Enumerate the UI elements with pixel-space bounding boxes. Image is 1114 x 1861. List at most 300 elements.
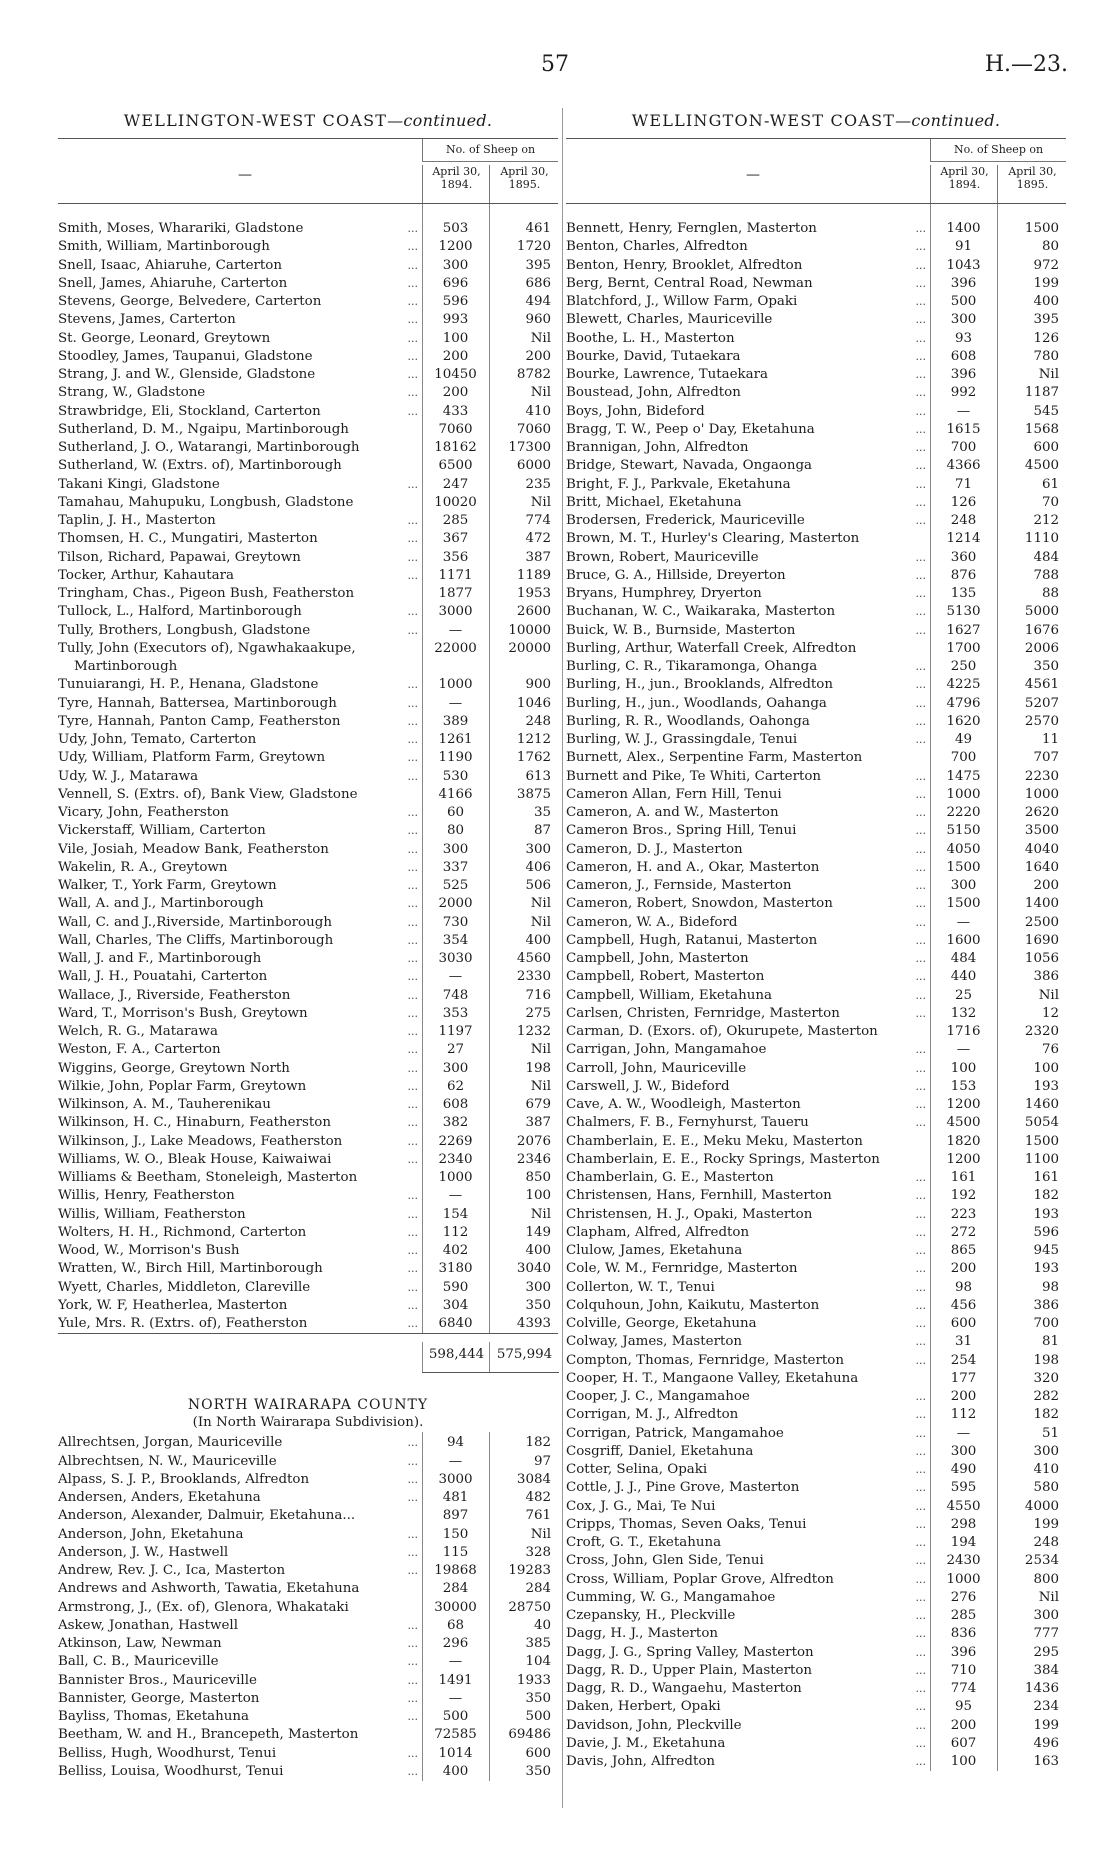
table-row <box>58 658 558 676</box>
row-sheep-1894: 300 <box>442 1060 469 1076</box>
row-name: Buick, W. B., Burnside, Masterton <box>566 622 796 638</box>
table-row <box>58 1187 558 1205</box>
row-sheep-1894: 5150 <box>946 823 981 839</box>
row-sheep-1895: 406 <box>525 859 551 875</box>
table-row <box>566 603 1066 621</box>
row-sheep-1895: 200 <box>525 348 551 364</box>
row-leader-dots: ... <box>915 696 926 710</box>
row-name: Chamberlain, E. E., Meku Meku, Masterton <box>566 1133 863 1149</box>
row-sheep-1894: 2340 <box>438 1151 473 1167</box>
row-sheep-1894: 91 <box>954 239 973 255</box>
table-row <box>58 238 558 256</box>
row-name: Atkinson, Law, Newman <box>58 1636 222 1651</box>
table-row <box>58 1315 558 1333</box>
row-sheep-1894: 4366 <box>946 458 981 474</box>
left-table-body-2 <box>58 1432 558 1781</box>
row-name: Sutherland, W. (Extrs. of), Martinborough <box>58 458 342 474</box>
table-row <box>566 530 1066 548</box>
table-row <box>58 950 558 968</box>
row-leader-dots: ... <box>407 1298 418 1312</box>
row-sheep-1894: 530 <box>442 768 469 784</box>
table-row <box>58 1023 558 1041</box>
row-name: Snell, James, Ahiaruhe, Carterton <box>58 275 288 291</box>
row-leader-dots: ... <box>915 1590 926 1604</box>
row-leader-dots: ... <box>915 605 926 619</box>
table-row <box>566 494 1066 512</box>
row-sheep-1894: 4500 <box>946 1115 981 1131</box>
row-name: Wilkie, John, Poplar Farm, Greytown <box>58 1078 307 1094</box>
row-sheep-1894: 1000 <box>946 786 981 802</box>
row-sheep-1894: 71 <box>954 476 973 492</box>
left-totals <box>58 1333 558 1386</box>
row-sheep-1895: Nil <box>530 1078 551 1094</box>
row-leader-dots: ... <box>407 769 418 783</box>
row-sheep-1895: 3084 <box>516 1471 551 1487</box>
row-name: Carroll, John, Mauriceville <box>566 1060 747 1076</box>
row-sheep-1895: 386 <box>1033 969 1059 985</box>
row-name: Cave, A. W., Woodleigh, Masterton <box>566 1097 801 1112</box>
row-sheep-1895: 600 <box>1033 440 1059 455</box>
row-name: Bannister, George, Masterton <box>58 1690 260 1706</box>
row-leader-dots: ... <box>915 1736 926 1750</box>
table-row <box>566 1078 1066 1096</box>
row-sheep-1895: Nil <box>1038 1589 1059 1605</box>
row-sheep-1895: 461 <box>525 221 551 236</box>
row-sheep-1895: 17300 <box>508 440 551 455</box>
row-name: Benton, Charles, Alfredton <box>566 239 748 255</box>
row-sheep-1894: 433 <box>442 403 469 419</box>
row-leader-dots: ... <box>407 1746 418 1760</box>
table-row <box>58 731 558 749</box>
row-sheep-1894: 6840 <box>438 1316 473 1331</box>
row-sheep-1894: 126 <box>950 494 977 510</box>
row-leader-dots: ... <box>407 1545 418 1559</box>
row-leader-dots: ... <box>915 258 926 272</box>
table-row <box>566 822 1066 840</box>
row-sheep-1894: 1000 <box>946 1571 981 1587</box>
row-sheep-1895: 295 <box>1033 1644 1059 1660</box>
row-sheep-1894: 356 <box>442 549 469 565</box>
row-sheep-1894: 1475 <box>946 768 981 784</box>
row-name: Carlsen, Christen, Fernridge, Masterton <box>566 1005 840 1021</box>
table-row <box>58 713 558 731</box>
row-sheep-1894: 1214 <box>946 531 981 547</box>
row-sheep-1894: 696 <box>442 275 469 291</box>
row-leader-dots: ... <box>915 1061 926 1075</box>
section-title: NORTH WAIRARAPA COUNTY <box>187 1397 429 1414</box>
row-sheep-1895: 161 <box>1033 1170 1059 1185</box>
row-name: Wood, W., Morrison's Bush <box>58 1243 240 1258</box>
row-sheep-1895: 686 <box>525 275 551 291</box>
row-sheep-1895: 350 <box>525 1297 551 1313</box>
table-row <box>566 1224 1066 1242</box>
table-row <box>58 1206 558 1224</box>
table-row <box>566 348 1066 366</box>
row-sheep-1894: 1615 <box>946 421 981 437</box>
row-sheep-1894: 27 <box>446 1042 465 1058</box>
column-divider <box>562 108 563 1808</box>
row-sheep-1895: 1460 <box>1024 1097 1059 1112</box>
row-name: Ward, T., Morrison's Bush, Greytown <box>58 1005 308 1021</box>
row-name: Udy, John, Temato, Carterton <box>58 732 257 747</box>
table-row <box>566 1461 1066 1479</box>
row-leader-dots: ... <box>915 1280 926 1294</box>
row-sheep-1894: — <box>956 1425 971 1441</box>
row-sheep-1895: 972 <box>1033 257 1059 273</box>
row-sheep-1894: 607 <box>950 1735 977 1751</box>
row-sheep-1894: 993 <box>442 312 469 328</box>
table-row <box>566 1060 1066 1078</box>
table-row <box>58 1635 558 1653</box>
table-row <box>58 1690 558 1708</box>
row-name: Burnett, Alex., Serpentine Farm, Masterton <box>566 750 863 766</box>
row-name: Vennell, S. (Extrs. of), Bank View, Gladstone <box>58 786 358 802</box>
row-leader-dots: ... <box>915 1609 926 1622</box>
row-leader-dots: ... <box>915 806 926 819</box>
row-sheep-1895: 182 <box>525 1435 551 1451</box>
table-row <box>566 384 1066 402</box>
row-leader-dots: ... <box>407 824 418 838</box>
table-row <box>58 676 558 694</box>
row-sheep-1895: 400 <box>525 932 551 948</box>
row-sheep-1895: 149 <box>525 1224 551 1240</box>
row-name: Wall, C. and J.,Riverside, Martinborough <box>58 914 332 930</box>
table-row <box>566 1114 1066 1132</box>
row-sheep-1894: 1500 <box>946 896 981 912</box>
row-sheep-1894: 608 <box>950 348 977 364</box>
row-leader-dots: ... <box>407 1637 418 1650</box>
row-sheep-1895: 6000 <box>516 458 551 474</box>
row-sheep-1895: 2320 <box>1024 1024 1059 1039</box>
row-name: Smith, William, Martinborough <box>58 239 270 255</box>
row-sheep-1895: 3040 <box>516 1261 551 1277</box>
row-sheep-1894: 367 <box>442 531 469 547</box>
table-row <box>566 1005 1066 1023</box>
table-row <box>58 1617 558 1635</box>
row-sheep-1895: 1046 <box>516 695 551 711</box>
row-sheep-1894: 360 <box>950 549 977 565</box>
row-name: Wilkinson, H. C., Hinaburn, Featherston <box>58 1115 331 1131</box>
row-leader-dots: ... <box>915 769 926 783</box>
row-sheep-1894: 1200 <box>438 239 473 255</box>
section-subtitle: (In North Wairarapa Subdivision). <box>192 1415 424 1431</box>
row-leader-dots: ... <box>915 1006 926 1020</box>
row-sheep-1894: — <box>956 403 971 419</box>
table-row <box>58 1672 558 1690</box>
row-name: Cameron, H. and A., Okar, Masterton <box>566 859 820 875</box>
table-row <box>566 877 1066 895</box>
row-leader-dots: ... <box>915 368 926 381</box>
total-1894: 598,444 <box>422 1342 490 1372</box>
row-sheep-1894: — <box>448 622 463 638</box>
row-sheep-1895: 19283 <box>508 1563 551 1578</box>
header-no-of-sheep: No. of Sheep on <box>930 139 1066 162</box>
row-leader-dots: ... <box>915 1116 926 1130</box>
table-row <box>566 1589 1066 1607</box>
row-sheep-1895: 1232 <box>516 1024 551 1039</box>
row-sheep-1894: 94 <box>446 1435 465 1451</box>
row-sheep-1895: 199 <box>1033 1516 1059 1532</box>
row-sheep-1894: 440 <box>950 969 977 985</box>
row-sheep-1895: 2230 <box>1024 768 1059 784</box>
row-sheep-1895: 1000 <box>1024 786 1059 802</box>
row-sheep-1894: 2220 <box>946 805 981 820</box>
row-sheep-1895: 788 <box>1033 567 1059 583</box>
row-sheep-1894: 1600 <box>946 932 981 948</box>
row-sheep-1894: 276 <box>950 1589 977 1605</box>
right-column-title <box>566 110 1066 132</box>
row-name: Bennett, Henry, Fernglen, Masterton <box>566 221 817 236</box>
row-name: Boothe, L. H., Masterton <box>566 330 735 346</box>
page-number: 57 <box>541 52 569 77</box>
row-leader-dots: ... <box>915 349 926 363</box>
table-row <box>58 549 558 567</box>
row-name: Bridge, Stewart, Navada, Ongaonga <box>566 458 813 474</box>
row-leader-dots: ... <box>407 1262 418 1276</box>
row-sheep-1894: 608 <box>442 1097 469 1112</box>
row-sheep-1895: 400 <box>525 1243 551 1258</box>
row-sheep-1894: — <box>448 1453 463 1469</box>
row-leader-dots: ... <box>915 1408 926 1422</box>
row-sheep-1894: 192 <box>950 1188 977 1204</box>
row-sheep-1895: 716 <box>525 987 551 1003</box>
row-leader-dots: ... <box>407 349 418 363</box>
row-leader-dots: ... <box>915 222 926 235</box>
row-sheep-1894: 389 <box>442 713 469 729</box>
row-sheep-1894: 30000 <box>434 1599 477 1615</box>
row-sheep-1895: 284 <box>525 1581 551 1597</box>
row-leader-dots: ... <box>915 733 926 746</box>
row-leader-dots: ... <box>407 952 418 965</box>
table-row <box>566 1516 1066 1534</box>
row-sheep-1894: — <box>448 695 463 711</box>
row-sheep-1894: 2269 <box>438 1133 473 1149</box>
row-sheep-1894: 4050 <box>946 841 981 857</box>
row-name: Taplin, J. H., Masterton <box>58 513 216 528</box>
table-row <box>58 1708 558 1726</box>
row-name: Bright, F. J., Parkvale, Eketahuna <box>566 476 791 492</box>
table-row <box>566 1206 1066 1224</box>
row-sheep-1895: 1189 <box>516 567 551 583</box>
table-row <box>58 1763 558 1781</box>
row-leader-dots: ... <box>407 240 418 254</box>
row-leader-dots: ... <box>915 514 926 527</box>
row-name: Cameron Allan, Fern Hill, Tenui <box>566 786 782 802</box>
table-row <box>566 311 1066 329</box>
row-sheep-1895: 482 <box>525 1490 551 1505</box>
row-leader-dots: ... <box>407 1491 418 1504</box>
row-name: Campbell, William, Eketahuna <box>566 987 772 1003</box>
row-sheep-1895: 500 <box>525 1709 551 1724</box>
row-sheep-1895: 600 <box>525 1745 551 1761</box>
table-row <box>566 768 1066 786</box>
row-sheep-1894: 456 <box>950 1297 977 1313</box>
row-sheep-1895: 100 <box>525 1188 551 1204</box>
row-name: Wolters, H. H., Richmond, Carterton <box>58 1224 307 1240</box>
row-name: Davidson, John, Pleckville <box>566 1717 742 1733</box>
table-row <box>566 1625 1066 1643</box>
row-sheep-1895: 1953 <box>516 586 551 601</box>
table-row <box>58 987 558 1005</box>
row-sheep-1895: 5000 <box>1024 604 1059 620</box>
row-sheep-1894: 72585 <box>434 1727 477 1743</box>
row-sheep-1894: 68 <box>446 1617 465 1633</box>
table-row <box>58 1078 558 1096</box>
right-table-header <box>566 138 1066 204</box>
row-leader-dots: ... <box>407 678 418 692</box>
row-leader-dots: ... <box>915 331 926 345</box>
row-sheep-1894: 300 <box>442 257 469 273</box>
right-title-suffix: —continued. <box>895 111 1001 130</box>
table-row <box>566 403 1066 421</box>
row-sheep-1895: 80 <box>1041 239 1059 255</box>
row-name: Tyre, Hannah, Battersea, Martinborough <box>58 695 337 711</box>
row-leader-dots: ... <box>915 1481 926 1495</box>
row-name: Clulow, James, Eketahuna <box>566 1243 743 1258</box>
row-sheep-1895: 777 <box>1033 1626 1059 1642</box>
table-row <box>566 914 1066 932</box>
row-leader-dots: ... <box>407 1280 418 1294</box>
table-row <box>566 439 1066 457</box>
table-row <box>566 749 1066 767</box>
row-sheep-1894: 400 <box>442 1763 469 1779</box>
row-leader-dots: ... <box>915 1627 926 1641</box>
row-sheep-1894: 200 <box>950 1261 977 1277</box>
row-name: Sutherland, D. M., Ngaipu, Martinborough <box>58 421 349 437</box>
row-name: Askew, Jonathan, Hastwell <box>58 1617 238 1633</box>
row-name: Cameron, A. and W., Masterton <box>566 805 779 820</box>
row-sheep-1895: 12 <box>1041 1005 1059 1021</box>
row-name: Ball, C. B., Mauriceville <box>58 1654 219 1670</box>
row-sheep-1895: 410 <box>525 403 551 419</box>
row-leader-dots: ... <box>407 1134 418 1148</box>
table-row <box>58 1434 558 1452</box>
row-sheep-1894: 1014 <box>438 1745 473 1761</box>
row-sheep-1895: 3875 <box>516 786 551 802</box>
row-sheep-1895: 300 <box>525 841 551 857</box>
table-row <box>58 1133 558 1151</box>
row-leader-dots: ... <box>407 313 418 327</box>
row-sheep-1894: 1200 <box>946 1151 981 1167</box>
row-sheep-1894: 95 <box>954 1699 973 1715</box>
row-sheep-1895: 2500 <box>1024 914 1059 930</box>
table-row <box>566 859 1066 877</box>
row-sheep-1894: 247 <box>442 476 469 492</box>
row-name: Wall, Charles, The Cliffs, Martinborough <box>58 932 334 948</box>
row-sheep-1894: 62 <box>446 1078 465 1094</box>
row-name: Bruce, G. A., Hillside, Dreyerton <box>566 567 786 583</box>
row-sheep-1895: 1212 <box>516 732 551 747</box>
row-sheep-1895: 350 <box>525 1763 551 1779</box>
row-name: Weston, F. A., Carterton <box>58 1042 221 1058</box>
row-name: Strang, W., Gladstone <box>58 385 206 401</box>
row-leader-dots: ... <box>407 1152 418 1166</box>
row-sheep-1895: 545 <box>1033 403 1059 419</box>
row-name: Andersen, Anders, Eketahuna <box>58 1490 261 1505</box>
row-sheep-1895: 10000 <box>508 622 551 638</box>
row-leader-dots: ... <box>407 1454 418 1468</box>
row-sheep-1894: 992 <box>950 385 977 401</box>
row-name: Burling, C. R., Tikaramonga, Ohanga <box>566 659 818 674</box>
row-name: Anderson, John, Eketahuna <box>58 1526 244 1542</box>
row-sheep-1894: 60 <box>446 805 465 820</box>
table-row <box>566 1753 1066 1771</box>
row-sheep-1894: 1000 <box>438 677 473 693</box>
row-sheep-1894: 10450 <box>434 367 477 382</box>
row-sheep-1894: 223 <box>950 1206 977 1222</box>
row-name: Cameron, J., Fernside, Masterton <box>566 878 792 893</box>
row-sheep-1895: Nil <box>530 1206 551 1222</box>
table-row <box>566 1352 1066 1370</box>
row-name: Tringham, Chas., Pigeon Bush, Featherston <box>58 586 355 601</box>
row-name: Strawbridge, Eli, Stockland, Carterton <box>58 403 321 419</box>
row-name: Tunuiarangi, H. P., Henana, Gladstone <box>58 677 319 693</box>
row-sheep-1894: 596 <box>442 294 469 309</box>
row-sheep-1894: 865 <box>950 1243 977 1258</box>
row-sheep-1895: 1100 <box>1024 1151 1059 1167</box>
row-name: Tocker, Arthur, Kahautara <box>58 567 235 583</box>
row-name: Anderson, Alexander, Dalmuir, Eketahuna... <box>58 1508 356 1524</box>
row-sheep-1894: 300 <box>950 878 977 893</box>
table-row <box>566 658 1066 676</box>
row-sheep-1894: 897 <box>442 1508 469 1524</box>
row-sheep-1894: 3030 <box>438 951 473 966</box>
row-leader-dots: ... <box>915 623 926 637</box>
row-leader-dots: ... <box>407 1207 418 1221</box>
row-sheep-1894: 3180 <box>438 1261 473 1277</box>
row-name: Vile, Josiah, Meadow Bank, Featherston <box>58 841 329 857</box>
row-sheep-1895: Nil <box>1038 367 1059 382</box>
row-name: Cumming, W. G., Mangamahoe <box>566 1589 776 1605</box>
row-leader-dots: ... <box>915 477 926 491</box>
row-sheep-1895: 104 <box>525 1654 551 1670</box>
table-row <box>58 403 558 421</box>
row-leader-dots: ... <box>915 1554 926 1568</box>
row-sheep-1894: 154 <box>442 1206 469 1222</box>
row-sheep-1894: 1200 <box>946 1097 981 1112</box>
row-leader-dots: ... <box>407 1006 418 1020</box>
row-leader-dots: ... <box>915 952 926 965</box>
table-row <box>58 366 558 384</box>
row-sheep-1894: 135 <box>950 586 977 601</box>
row-leader-dots: ... <box>407 605 418 619</box>
table-row <box>58 1562 558 1580</box>
row-sheep-1894: 1627 <box>946 622 981 638</box>
row-sheep-1894: 100 <box>950 1060 977 1076</box>
row-leader-dots: ... <box>915 568 926 582</box>
document-reference: H.—23. <box>984 52 1068 77</box>
row-leader-dots: ... <box>407 1225 418 1239</box>
row-name: Bourke, David, Tutaekara <box>566 348 741 364</box>
row-sheep-1894: 1491 <box>438 1672 473 1688</box>
row-sheep-1894: 836 <box>950 1626 977 1642</box>
row-sheep-1895: 700 <box>1033 1316 1059 1331</box>
table-row <box>58 1260 558 1278</box>
row-sheep-1894: 481 <box>442 1490 469 1505</box>
row-name: Vickerstaff, William, Carterton <box>58 823 266 839</box>
row-leader-dots: ... <box>915 1755 926 1768</box>
row-name: Dagg, J. G., Spring Valley, Masterton <box>566 1644 814 1660</box>
row-name: Blewett, Charles, Mauriceville <box>566 312 773 328</box>
row-sheep-1895: 395 <box>525 257 551 273</box>
row-sheep-1894: 503 <box>442 221 469 236</box>
row-sheep-1894: 402 <box>442 1243 469 1258</box>
row-sheep-1894: — <box>956 914 971 930</box>
row-leader-dots: ... <box>915 879 926 892</box>
row-leader-dots: ... <box>915 1517 926 1531</box>
table-row <box>58 895 558 913</box>
row-leader-dots: ... <box>915 1645 926 1659</box>
